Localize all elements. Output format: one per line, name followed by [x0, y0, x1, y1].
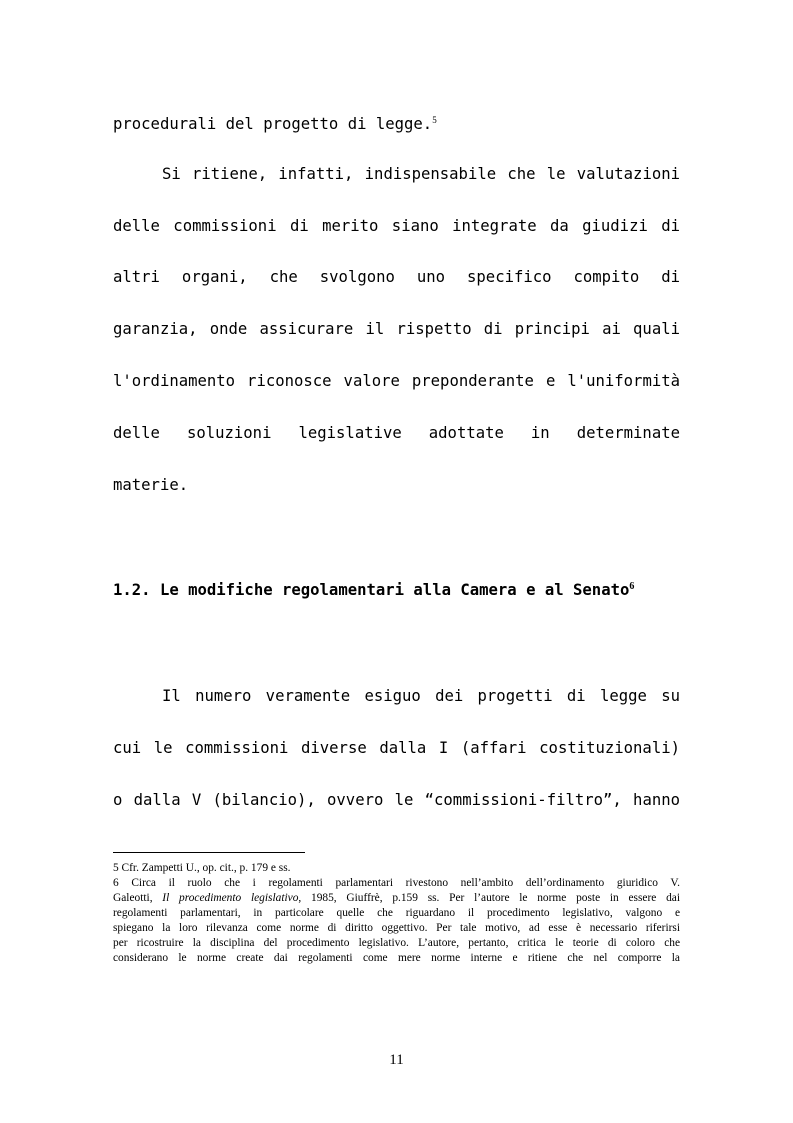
footnotes	[113, 861, 680, 966]
section-heading	[113, 581, 680, 599]
footnote-6-line-2	[113, 891, 680, 906]
footnote-6-line-3: regolamenti parlamentari, in particolare quelle che riguardano il procedimento legislativo, valgono e	[113, 907, 680, 919]
footnote-6-line-1: 6 Circa il ruolo che i regolamenti parlamentari rivestono nell’ambito dell’ordinamento giuridico V.	[113, 877, 680, 889]
body-line-1	[113, 115, 680, 133]
body-line-8: materie.	[113, 476, 189, 494]
body-line-2: Si ritiene, infatti, indispensabile che le valutazioni	[162, 165, 680, 183]
footnote-6-line-2-a: Galeotti,	[113, 892, 163, 904]
body-line-6: l'ordinamento riconosce valore preponderante e l'uniformità	[113, 372, 680, 390]
body-line-5: garanzia, onde assicurare il rispetto di principi ai quali	[113, 320, 680, 338]
body-line-7: delle soluzioni legislative adottate in determinate	[113, 424, 680, 442]
body2-line-3: o dalla V (bilancio), ovvero le “commissioni-filtro”, hanno	[113, 791, 680, 809]
body-line-4: altri organi, che svolgono uno specifico compito di	[113, 268, 680, 286]
body2-line-2: cui le commissioni diverse dalla I (affari costituzionali)	[113, 739, 680, 757]
footnote-6-book-title: Il procedimento legislativo	[162, 892, 299, 904]
footnote-ref-6[interactable]: 6	[629, 581, 635, 592]
footnote-separator	[113, 852, 305, 853]
footnote-5: 5 Cfr. Zampetti U., op. cit., p. 179 e ss.	[113, 862, 291, 874]
footnote-6-line-2-b: , 1985, Giuffrè, p.159 ss. Per l’autore le norme poste in essere dai	[298, 892, 680, 904]
footnote-ref-5[interactable]: 5	[432, 115, 437, 125]
footnote-6-line-5: per ricostruire la disciplina del procedimento legislativo. L’autore, pertanto, critica le teorie di coloro che	[113, 937, 680, 949]
body-line-1-text: procedurali del progetto di legge.	[113, 115, 433, 133]
footnote-6-line-6: considerano le norme create dai regolamenti come mere norme interne e ritiene che nel comporre la	[113, 952, 680, 964]
body2-line-1: Il numero veramente esiguo dei progetti di legge su	[162, 687, 680, 705]
body-line-3: delle commissioni di merito siano integrate da giudizi di	[113, 217, 680, 235]
page-number: 11	[389, 1052, 404, 1068]
footnote-6-line-4: spiegano la loro rilevanza come norme di diritto oggettivo. Per tale motivo, ad esse è necessario riferirsi	[113, 922, 680, 934]
section-heading-text: 1.2. Le modifiche regolamentari alla Camera e al Senato	[113, 581, 630, 599]
